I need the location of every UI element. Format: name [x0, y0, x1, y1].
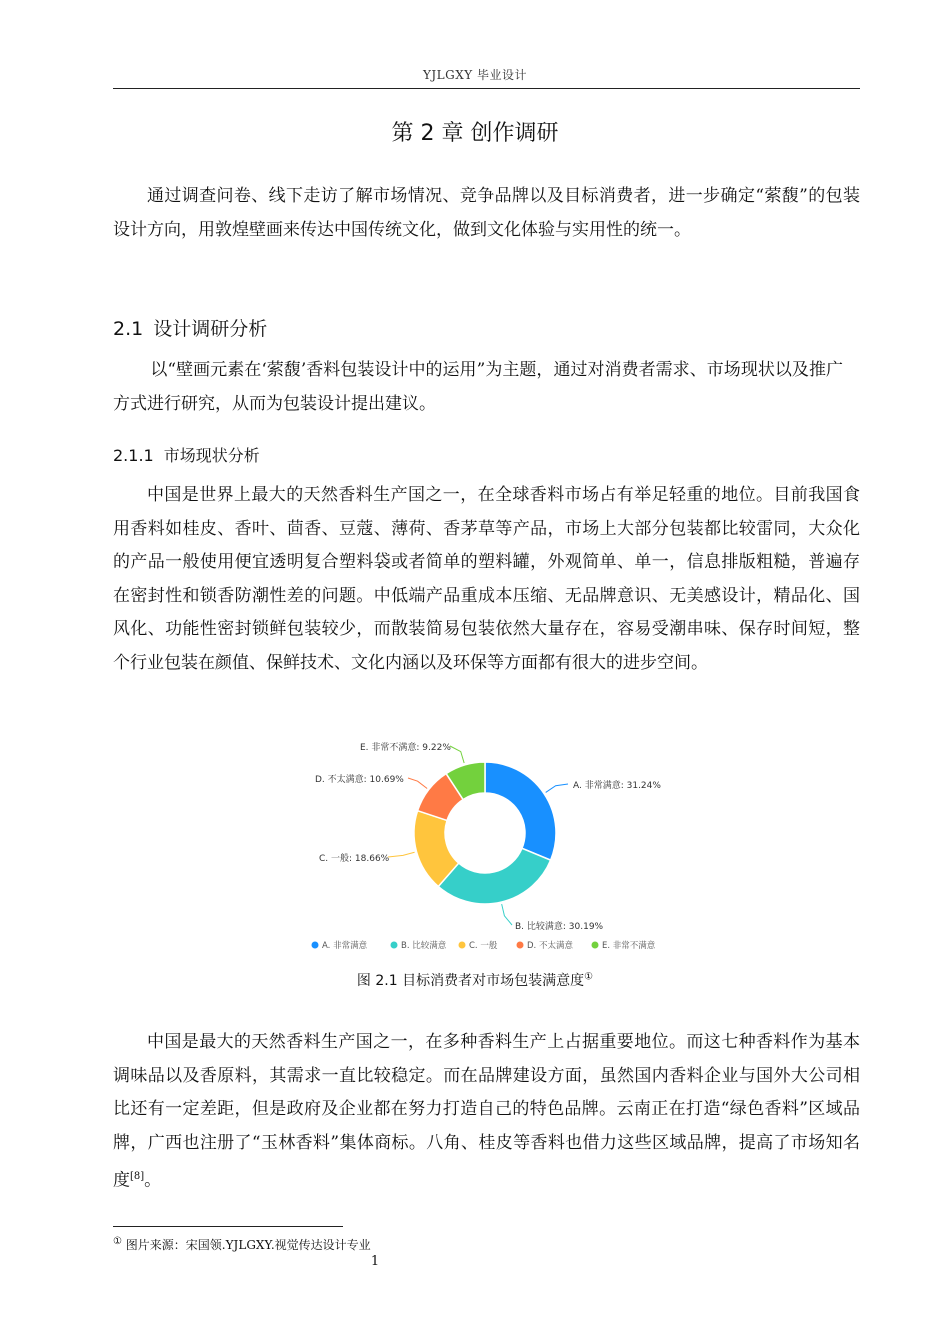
intro-paragraph: 通过调查问卷、线下走访了解市场情况、竞争品牌以及目标消费者，进一步确定“萦馥”的包装设计方向，用敦煌壁画来传达中国传统文化，做到文化体验与实用性的统一。 [113, 186, 860, 240]
donut-slice-a [485, 762, 556, 860]
legend-swatch-d [517, 942, 524, 949]
chapter-title: 第 2 章 创作调研 [391, 121, 559, 146]
donut-slice-b [438, 848, 550, 904]
leader-line-e [450, 746, 464, 763]
subsection-number: 2.1.1 [113, 446, 154, 465]
legend-label-e: E. 非常不满意 [602, 941, 656, 951]
legend-swatch-c [459, 942, 466, 949]
legend-item-d[interactable] [517, 940, 574, 951]
header-rule [113, 88, 860, 89]
satisfaction-donut-chart [300, 730, 680, 960]
figure-footnote-mark: ① [584, 971, 594, 983]
running-header: YJLGXY 毕业设计 [422, 68, 528, 82]
brand-paragraph [113, 1026, 860, 1198]
footnote-text: 图片来源：宋国领.YJLGXY.视觉传达设计专业 [125, 1238, 371, 1252]
footnote [113, 1236, 371, 1253]
leader-line-c [388, 852, 415, 857]
page-number: 1 [370, 1254, 380, 1269]
footnote-rule [113, 1226, 343, 1227]
legend-item-c[interactable] [459, 940, 498, 951]
leader-line-d [408, 778, 427, 788]
leader-line-a [546, 784, 568, 792]
legend-swatch-b [391, 942, 398, 949]
slice-label-e: E. 非常不满意: 9.22% [360, 743, 451, 753]
slice-label-c: C. 一般: 18.66% [319, 854, 390, 864]
section-number: 2.1 [113, 318, 144, 340]
figure-caption [0, 970, 950, 990]
slice-label-a: A. 非常满意: 31.24% [573, 781, 661, 791]
market-paragraph: 中国是世界上最大的天然香料生产国之一，在全球香料市场占有举足轻重的地位。目前我国食用香料如桂皮、香叶、茴香、豆蔻、薄荷、香茅草等产品，市场上大部分包装都比较雷同，大众化的产品一般使用便宜透明复合塑料袋或者简单的塑料罐，外观简单、单一，信息排版粗糙，普遍存在密封性和锁香防潮性差的问题。中低端产品重成本压缩、无品牌意识、无美感设计，精品化、国风化、功能性密封锁鲜包装较少，而散装简易包装依然大量存在，容易受潮串味、保存时间短，整个行业包装在颜值、保鲜技术、文化内涵以及环保等方面都有很大的进步空间。 [113, 485, 860, 673]
section-title: 设计调研分析 [153, 318, 268, 340]
slice-label-d: D. 不太满意: 10.69% [315, 775, 404, 785]
brand-paragraph-end: 。 [144, 1170, 162, 1191]
brand-paragraph-text: 中国是最大的天然香料生产国之一，在多种香料生产上占据重要地位。而这七种香料作为基本调味品以及香原料，其需求一直比较稳定。而在品牌建设方面，虽然国内香料企业与国外大公司相比还有一定差距，但是政府及企业都在努力打造自己的特色品牌。云南正在打造“绿色香料”区域品牌，广西也注册了“玉林香料”集体商标。八角、桂皮等香料也借力这些区域品牌，提高了市场知名度 [113, 1032, 860, 1191]
footnote-mark: ① [113, 1236, 122, 1247]
legend-swatch-a [312, 942, 319, 949]
donut-chart-svg [300, 730, 680, 960]
legend-label-c: C. 一般 [469, 941, 498, 951]
citation-mark[interactable]: [8] [130, 1171, 145, 1182]
legend-swatch-e [592, 942, 599, 949]
legend-label-b: B. 比较满意 [401, 941, 447, 951]
subsection-heading [113, 443, 260, 466]
slice-label-b: B. 比较满意: 30.19% [515, 922, 604, 932]
legend-item-b[interactable] [391, 940, 447, 951]
figure-caption-text: 图 2.1 目标消费者对市场包装满意度 [356, 973, 585, 989]
subsection-title: 市场现状分析 [163, 446, 260, 465]
legend-label-d: D. 不太满意 [527, 941, 573, 951]
legend-item-a[interactable] [312, 940, 368, 951]
section-paragraph: 以“壁画元素在‘萦馥’香料包装设计中的运用”为主题，通过对消费者需求、市场现状以及推广方式进行研究，从而为包装设计提出建议。 [113, 360, 843, 414]
legend-item-e[interactable] [592, 940, 656, 951]
leader-line-b [502, 904, 512, 925]
section-heading [113, 314, 267, 341]
legend-label-a: A. 非常满意 [322, 941, 368, 951]
